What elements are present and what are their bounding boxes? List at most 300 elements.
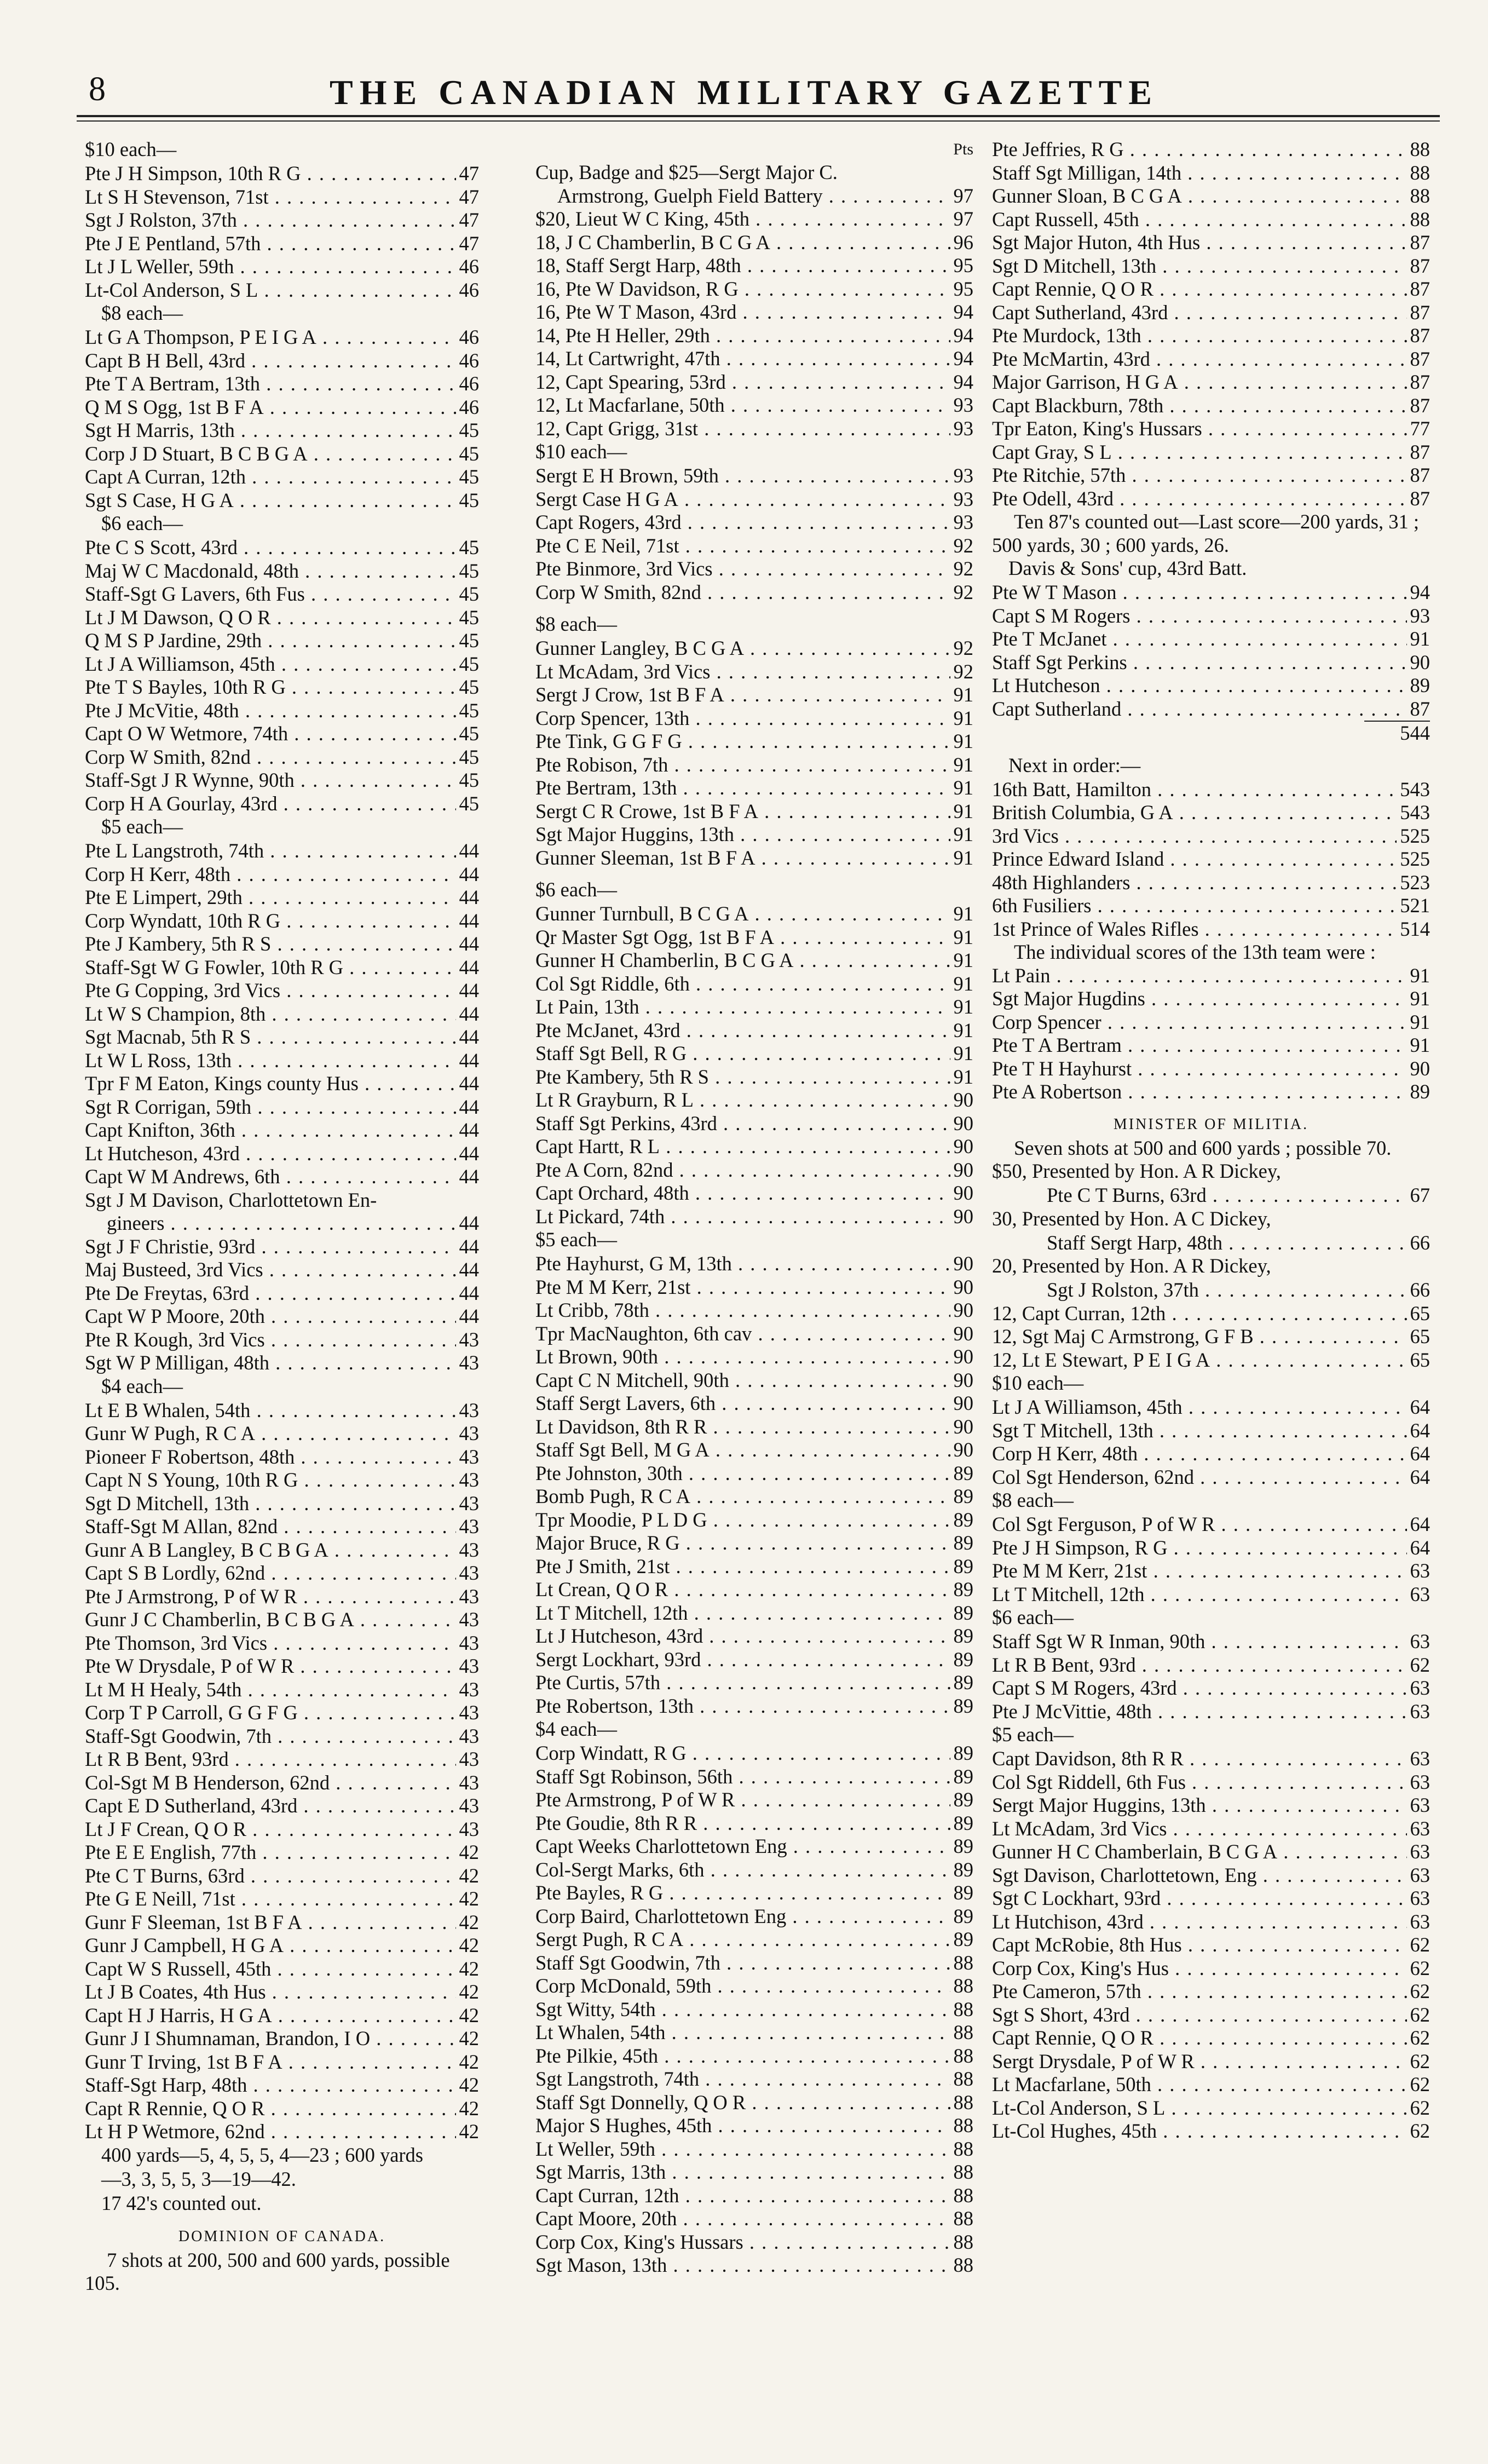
- score: 42: [459, 2120, 479, 2143]
- score: 92: [953, 580, 973, 603]
- score: 90: [953, 1368, 973, 1391]
- score-row: [535, 324, 973, 348]
- score: 62: [1410, 1956, 1430, 1979]
- score-list: [85, 1399, 479, 2144]
- score: 43: [459, 1608, 479, 1631]
- score: 42: [459, 1910, 479, 1933]
- score-row: [992, 2120, 1430, 2143]
- score: 89: [953, 1742, 973, 1764]
- entrant-name: Pte Cameron, 57th . . .: [992, 1980, 1407, 2004]
- score: 90: [953, 1252, 973, 1275]
- score: 91: [953, 846, 973, 869]
- score: 87: [1410, 697, 1430, 720]
- score-row: [85, 1165, 479, 1189]
- score-row: [535, 730, 973, 753]
- pts-label: Pts: [953, 140, 973, 158]
- score: 88: [953, 2161, 973, 2183]
- score: 42: [459, 2004, 479, 2027]
- score: 94: [1410, 581, 1430, 603]
- prize-heading: $10 each—: [85, 138, 177, 160]
- score: 65: [1410, 1302, 1430, 1325]
- score-row: [992, 1654, 1430, 1677]
- entrant-name: Capt R Rennie, Q O R . . .: [85, 2097, 456, 2121]
- score-row: [535, 347, 973, 371]
- prize-heading: $6 each—: [535, 878, 617, 901]
- entrant-name: Sgt Mason, 13th . . .: [535, 2254, 950, 2277]
- score-row: [992, 801, 1430, 825]
- score-row: [85, 1981, 479, 2004]
- score: 47: [459, 232, 479, 255]
- score-row: [535, 1835, 973, 1858]
- score: 93: [1410, 604, 1430, 627]
- entrant-name: Sgt W P Milligan, 48th . . .: [85, 1351, 456, 1375]
- score-row: [535, 1509, 973, 1532]
- score: 45: [459, 559, 479, 582]
- score: 67: [1410, 1184, 1430, 1206]
- entrant-name: Staff-Sgt W G Fowler, 10th R G . . .: [85, 956, 456, 980]
- score-row: [85, 1399, 479, 1423]
- note: The individual scores of the 13th team were :: [1014, 941, 1376, 963]
- entrant-name: Pte Ritchie, 57th . . .: [992, 464, 1407, 487]
- score-row: [535, 161, 973, 185]
- score: 62: [1410, 2120, 1430, 2142]
- score: 44: [459, 979, 479, 1001]
- entrant-name: Gunr A B Langley, B C B G A . . .: [85, 1539, 456, 1562]
- entrant-name: Sgt R Corrigan, 59th . . .: [85, 1096, 456, 1119]
- score: 64: [1410, 1465, 1430, 1488]
- score-row: [85, 1142, 479, 1166]
- score-row: [85, 560, 479, 583]
- score-row: [992, 487, 1430, 511]
- score: 89: [953, 1461, 973, 1484]
- section-heading: MINISTER OF MILITIA.: [1113, 1115, 1309, 1133]
- score-row: [535, 1951, 973, 1975]
- score-row: [85, 1818, 479, 1841]
- score-row: [992, 301, 1430, 325]
- score-list: [85, 1235, 479, 1375]
- entrant-name: Lt W L Ross, 13th . . .: [85, 1049, 456, 1073]
- score: 43: [459, 1469, 479, 1491]
- score: 90: [953, 1322, 973, 1345]
- score: 90: [1410, 650, 1430, 673]
- score-row: [535, 417, 973, 441]
- score: 44: [459, 1235, 479, 1258]
- score: 89: [953, 1648, 973, 1671]
- entrant-name: Corp McDonald, 59th . . .: [535, 1974, 950, 1998]
- score: 89: [953, 1835, 973, 1857]
- score: 97: [953, 184, 973, 207]
- score-row: [535, 776, 973, 800]
- score-row: [535, 1905, 973, 1928]
- score: 45: [459, 769, 479, 791]
- score-row: [535, 1695, 973, 1718]
- entrant-name: Corp H Kerr, 48th . . .: [85, 863, 456, 886]
- score: 91: [953, 949, 973, 971]
- score-list: [535, 464, 973, 604]
- score-row: [85, 1958, 479, 1981]
- entrant-name: Pte J Kambery, 5th R S . . .: [85, 932, 456, 956]
- score: 91: [1410, 987, 1430, 1010]
- entrant-name: Capt Knifton, 36th . . .: [85, 1119, 456, 1142]
- score-row: [992, 627, 1430, 651]
- score: 525: [1400, 824, 1430, 847]
- entrant-name: Lt J F Crean, Q O R . . .: [85, 1818, 456, 1841]
- score-row: [535, 2161, 973, 2184]
- entrant-name: Pte Binmore, 3rd Vics . . .: [535, 557, 950, 581]
- prize-heading: $8 each—: [992, 1489, 1074, 1511]
- score-row: [85, 979, 479, 1003]
- score: 63: [1410, 1700, 1430, 1723]
- entrant-name: Lt J M Dawson, Q O R . . .: [85, 606, 456, 630]
- score: 88: [953, 1951, 973, 1974]
- summary-line: 17 42's counted out.: [101, 2191, 262, 2214]
- score: 514: [1400, 917, 1430, 940]
- score-row: [992, 1184, 1430, 1207]
- score: 43: [459, 1678, 479, 1701]
- score: 62: [1410, 1933, 1430, 1956]
- score-row: [85, 1351, 479, 1375]
- score-row: [535, 1765, 973, 1789]
- entrant-name: $20, Lieut W C King, 45th . . .: [535, 208, 950, 231]
- score: 91: [953, 995, 973, 1018]
- score: 65: [1410, 1325, 1430, 1348]
- score: 89: [1410, 674, 1430, 696]
- entrant-name: Capt Weeks Charlottetown Eng . . .: [535, 1835, 950, 1858]
- score: 43: [459, 1794, 479, 1817]
- score: 63: [1410, 1910, 1430, 1933]
- score: 44: [459, 1165, 479, 1188]
- score-row: [992, 1325, 1430, 1349]
- score: 62: [1410, 2096, 1430, 2119]
- entrant-name: Staff Sgt Perkins . . .: [992, 651, 1407, 675]
- score: 43: [459, 1538, 479, 1561]
- entrant-name: Gunr J Campbell, H G A . . .: [85, 1934, 456, 1958]
- score: 42: [459, 1934, 479, 1956]
- score-row: [535, 1066, 973, 1089]
- entrant-name: Sgt Major Hugdins . . .: [992, 987, 1407, 1011]
- entrant-name: Lt T Mitchell, 12th . . .: [535, 1602, 950, 1625]
- score: 88: [1410, 161, 1430, 184]
- score: 87: [1410, 440, 1430, 463]
- entrant-name: Sgt T Mitchell, 13th . . .: [992, 1419, 1407, 1443]
- score: 43: [459, 1585, 479, 1608]
- entrant-name: Staff Sgt Donnelly, Q O R . . .: [535, 2091, 950, 2115]
- score: 66: [1410, 1231, 1430, 1254]
- score-row: [535, 1159, 973, 1182]
- score: 44: [459, 1212, 479, 1234]
- score: 89: [1410, 1080, 1430, 1103]
- score: 88: [1410, 208, 1430, 231]
- score-row: [535, 2021, 973, 2045]
- entrant-name: Staff Sergt Harp, 48th . . .: [1047, 1231, 1407, 1255]
- entrant-name: Pte Murdock, 13th . . .: [992, 324, 1407, 348]
- score: 64: [1410, 1419, 1430, 1442]
- entrant-name: Tpr Eaton, King's Hussars . . .: [992, 417, 1407, 441]
- entrant-name: Col Sgt Henderson, 62nd . . .: [992, 1466, 1407, 1489]
- score: 45: [459, 442, 479, 465]
- score-row: [535, 800, 973, 824]
- entrant-name: Pte C E Neil, 71st . . .: [535, 534, 950, 558]
- entrant-name: Sergt J Crow, 1st B F A . . .: [535, 683, 950, 707]
- score-row: [85, 932, 479, 956]
- score-row: [992, 871, 1430, 895]
- score-row: [535, 1928, 973, 1951]
- score: 90: [953, 1135, 973, 1158]
- entrant-name: Pte J H Simpson, R G . . .: [992, 1536, 1407, 1560]
- entrant-name: Gunner H Chamberlin, B C G A . . .: [535, 949, 950, 972]
- cup-total: 544: [1400, 722, 1430, 744]
- entrant-name: 18, Staff Sergt Harp, 48th . . .: [535, 254, 950, 278]
- score-row: [992, 698, 1430, 721]
- entrant-name: Staff-Sgt Harp, 48th . . .: [85, 2074, 456, 2097]
- entrant-name: Gunr J I Shumnaman, Brandon, I O . . .: [85, 2027, 456, 2051]
- entrant-name: Major Garrison, H G A . . .: [992, 371, 1407, 394]
- score-row: [535, 394, 973, 417]
- score-row: [535, 1462, 973, 1486]
- entrant-name: Capt O W Wetmore, 74th . . .: [85, 722, 456, 746]
- entrant-name: Pte Kambery, 5th R S . . .: [535, 1066, 950, 1089]
- score-row: [535, 660, 973, 684]
- entrant-name: Armstrong, Guelph Field Battery . . .: [557, 185, 950, 208]
- entrant-name: Pte McMartin, 43rd . . .: [992, 348, 1407, 371]
- entrant-name: Lt Pain, 13th . . .: [535, 995, 950, 1019]
- score: 89: [953, 1625, 973, 1647]
- section-text: 7 shots at 200, 500 and 600 yards, possible 105.: [85, 2248, 450, 2294]
- score-row: [85, 1189, 479, 1212]
- entrant-name: Corp Cox, King's Hus . . .: [992, 1957, 1407, 1981]
- score: 43: [459, 1422, 479, 1444]
- entrant-name: Pte A Corn, 82nd . . .: [535, 1159, 950, 1182]
- entrant-name: Corp Baird, Charlottetown Eng . . .: [535, 1905, 950, 1928]
- score-row: [992, 1279, 1430, 1302]
- score: 89: [953, 1578, 973, 1601]
- score-row: [992, 1080, 1430, 1104]
- score-row: [992, 1419, 1430, 1443]
- entrant-name: Sgt J Rolston, 37th . . .: [1047, 1279, 1407, 1302]
- entrant-name: Sgt Witty, 54th . . .: [535, 1998, 950, 2022]
- score-row: [85, 255, 479, 279]
- entrant-name: Pte Robison, 7th . . .: [535, 753, 950, 777]
- score-row: [85, 1328, 479, 1352]
- entrant-name: British Columbia, G A . . .: [992, 801, 1397, 825]
- entrant-name: Staff Sgt Milligan, 14th . . .: [992, 162, 1407, 185]
- score-row: [85, 1096, 479, 1119]
- entrant-name: Pte C S Scott, 43rd . . .: [85, 536, 456, 560]
- score: 44: [459, 1119, 479, 1141]
- score: 43: [459, 1655, 479, 1677]
- score: 63: [1410, 1863, 1430, 1886]
- score-row: [535, 1182, 973, 1205]
- entrant-name: Pte Johnston, 30th . . .: [535, 1462, 950, 1486]
- score-row: [535, 2138, 973, 2161]
- entrant-name: Pte T McJanet . . .: [992, 627, 1407, 651]
- score-row: [535, 926, 973, 949]
- entrant-name: Staff Sgt Bell, M G A . . .: [535, 1438, 950, 1462]
- column-1: [85, 138, 479, 2295]
- entrant-name: Sergt Case H G A . . .: [535, 488, 950, 511]
- entrant-name: Pte R Kough, 3rd Vics . . .: [85, 1328, 456, 1352]
- score-row: [85, 186, 479, 209]
- score: 89: [953, 1485, 973, 1507]
- score-row: [992, 1034, 1430, 1057]
- entrant-name: Gunr J C Chamberlin, B C B G A . . .: [85, 1608, 456, 1632]
- score: 88: [953, 2114, 973, 2137]
- score: 63: [1410, 1559, 1430, 1582]
- score-row: [535, 208, 973, 231]
- score: 43: [459, 1631, 479, 1654]
- score-row: [535, 464, 973, 488]
- score-row: [535, 1602, 973, 1625]
- score-row: [992, 1910, 1430, 1934]
- entrant-name: Lt R B Bent, 93rd . . .: [992, 1654, 1407, 1677]
- entrant-name: Corp H Kerr, 48th . . .: [992, 1442, 1407, 1466]
- entrant-name: Pte Hayhurst, G M, 13th . . .: [535, 1252, 950, 1276]
- score-row: [535, 683, 973, 707]
- score-row: [992, 417, 1430, 441]
- score-row: [535, 488, 973, 511]
- score-row: [85, 349, 479, 373]
- score: 93: [953, 487, 973, 510]
- score: 87: [1410, 487, 1430, 510]
- score: 91: [953, 753, 973, 776]
- score: 63: [1410, 1677, 1430, 1699]
- score-row: [535, 1276, 973, 1299]
- score: 87: [1410, 324, 1430, 347]
- score: 90: [953, 1112, 973, 1135]
- entrant-name: Capt Sutherland, 43rd . . .: [992, 301, 1407, 325]
- score-list: [992, 138, 1430, 510]
- score: 87: [1410, 254, 1430, 277]
- score-row: [85, 583, 479, 606]
- score: 44: [459, 1281, 479, 1304]
- score: 62: [1410, 1653, 1430, 1676]
- score: 63: [1410, 1840, 1430, 1863]
- score-row: [85, 162, 479, 186]
- score-row: [992, 1677, 1430, 1700]
- score: 63: [1410, 1817, 1430, 1840]
- score: 45: [459, 488, 479, 511]
- entrant-name: Col Sgt Ferguson, P of W R . . .: [992, 1513, 1407, 1536]
- score: 521: [1400, 894, 1430, 917]
- entrant-name: Sgt S Case, H G A . . .: [85, 489, 456, 513]
- score-row: [85, 372, 479, 396]
- score: 543: [1400, 801, 1430, 824]
- score-row: [85, 279, 479, 302]
- score-list: [85, 839, 479, 1189]
- score-row: [992, 394, 1430, 418]
- score-row: [535, 1345, 973, 1369]
- score: 43: [459, 1562, 479, 1584]
- score: 89: [953, 1601, 973, 1624]
- entrant-name: Pte T A Bertram, 13th . . .: [85, 372, 456, 396]
- entrant-name: Lt J B Coates, 4th Hus . . .: [85, 1981, 456, 2004]
- score-row: [85, 606, 479, 630]
- prize-heading: $6 each—: [992, 1606, 1074, 1628]
- score-row: [992, 1630, 1430, 1654]
- entrant-name: Capt Rennie, Q O R . . .: [992, 278, 1407, 301]
- entrant-name: Pte Goudie, 8th R R . . .: [535, 1812, 950, 1835]
- entrant-name: Lt T Mitchell, 12th . . .: [992, 1583, 1407, 1607]
- score-row: [992, 1700, 1430, 1724]
- score-row: [85, 1235, 479, 1259]
- entrant-name: Lt H P Wetmore, 62nd . . .: [85, 2120, 456, 2144]
- entrant-name: Capt N S Young, 10th R G . . .: [85, 1469, 456, 1492]
- score: 525: [1400, 848, 1430, 870]
- score-row: [85, 839, 479, 863]
- score: 87: [1410, 464, 1430, 486]
- entrant-name: 14, Lt Cartwright, 47th . . .: [535, 347, 950, 371]
- score: 65: [1410, 1348, 1430, 1371]
- entrant-name: Pte De Freytas, 63rd . . .: [85, 1282, 456, 1305]
- next-heading: Next in order:—: [1008, 753, 1141, 776]
- score: 62: [1410, 2027, 1430, 2049]
- entrant-name: 18, J C Chamberlin, B C G A . . .: [535, 231, 950, 255]
- score-row: [992, 231, 1430, 255]
- entrant-name: Sergt Drysdale, P of W R . . .: [992, 2050, 1407, 2074]
- score-row: [85, 1911, 479, 1935]
- score-row: [992, 605, 1430, 628]
- score: 90: [1410, 1057, 1430, 1080]
- entrant-name: Sergt Major Huggins, 13th . . .: [992, 1794, 1407, 1817]
- score: 64: [1410, 1536, 1430, 1559]
- score: 88: [1410, 138, 1430, 160]
- entrant-name: Pte Odell, 43rd . . .: [992, 487, 1407, 511]
- score: 43: [459, 1724, 479, 1747]
- score-row: [85, 2027, 479, 2051]
- score: 93: [953, 394, 973, 416]
- score-row: [992, 278, 1430, 301]
- score-row: [85, 1049, 479, 1073]
- prize-heading: $5 each—: [992, 1723, 1074, 1746]
- score-row: [535, 581, 973, 605]
- score: 91: [953, 972, 973, 995]
- score: 45: [459, 536, 479, 559]
- entrant-name: Gunr F Sleeman, 1st B F A . . .: [85, 1911, 456, 1935]
- score: 88: [953, 2137, 973, 2160]
- entrant-name: Gunr W Pugh, R C A . . .: [85, 1422, 456, 1446]
- score: 63: [1410, 1630, 1430, 1653]
- entrant-name: Capt Orchard, 48th . . .: [535, 1182, 950, 1205]
- score-row: [992, 2004, 1430, 2027]
- entrant-name: Lt Hutcheson, 43rd . . .: [85, 1142, 456, 1166]
- score-row: [535, 707, 973, 730]
- score-row: [85, 746, 479, 769]
- score: 88: [953, 1997, 973, 2020]
- score-row: [992, 1794, 1430, 1817]
- entrant-name: Gunr T Irving, 1st B F A . . .: [85, 2051, 456, 2074]
- entrant-name: Lt-Col Anderson, S L . . .: [85, 279, 456, 302]
- score: 92: [953, 637, 973, 659]
- prize-heading: $10 each—: [992, 1372, 1084, 1394]
- score: 45: [459, 629, 479, 652]
- score: 91: [953, 799, 973, 822]
- score-row: [85, 442, 479, 466]
- note: Ten 87's counted out—Last score—200 yards, 31 ; 500 yards, 30 ; 600 yards, 26.: [992, 510, 1419, 556]
- score-row: [85, 1258, 479, 1282]
- score-row: [535, 1135, 973, 1159]
- score-row: [992, 464, 1430, 487]
- score: 91: [1410, 627, 1430, 650]
- entrant-name: Lt R Grayburn, R L . . .: [535, 1089, 950, 1112]
- score-row: [85, 1562, 479, 1585]
- score-row: [85, 863, 479, 886]
- entrant-name: Capt Russell, 45th . . .: [992, 208, 1407, 232]
- score: 63: [1410, 1887, 1430, 1909]
- score-row: [992, 255, 1430, 278]
- score: 43: [459, 1445, 479, 1468]
- score-row: [992, 162, 1430, 185]
- score: 63: [1410, 1794, 1430, 1816]
